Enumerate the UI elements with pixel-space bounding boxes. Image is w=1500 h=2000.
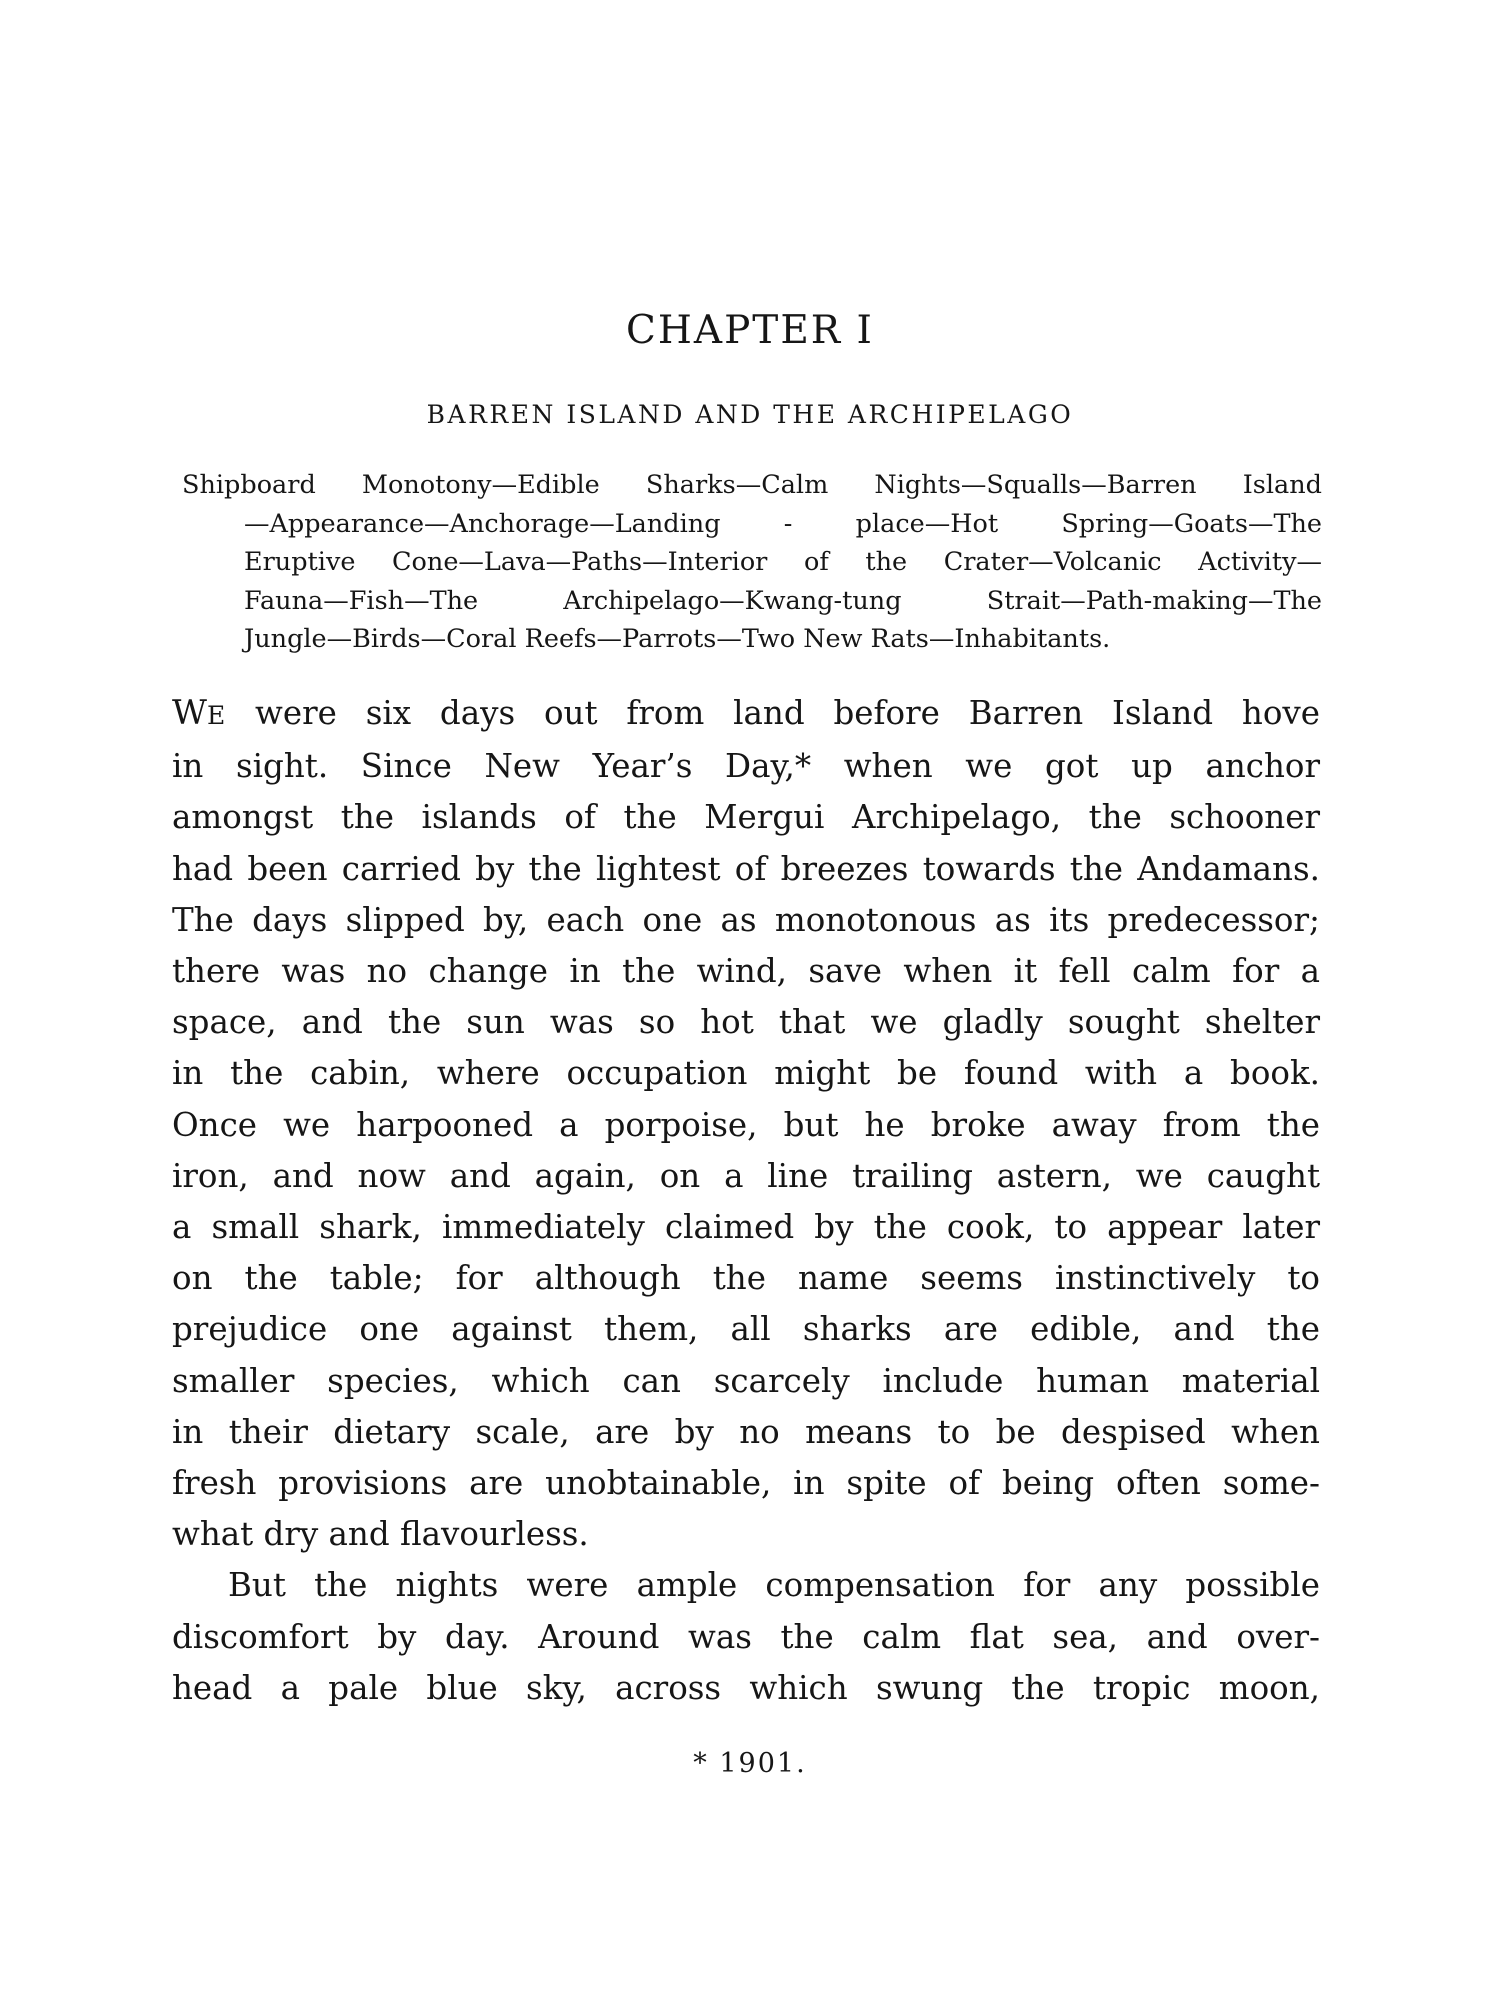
- initial-letter: W: [172, 693, 207, 733]
- paragraph: [172, 1560, 1320, 1714]
- text-line: in sight. Since New Year’s Day,* when we got up anchor: [172, 747, 1320, 786]
- synopsis-line: Jungle—Birds—Coral Reefs—Parrots—Two New Rats—Inhabitants.: [244, 624, 1111, 654]
- text-line: Once we harpooned a porpoise, but he broke away from the: [172, 1105, 1320, 1144]
- footnote: * 1901.: [693, 1748, 807, 1779]
- synopsis-line: Eruptive Cone—Lava—Paths—Interior of the Crater—Volcanic Activity—: [244, 547, 1322, 577]
- text-line: what dry and flavourless.: [172, 1515, 589, 1554]
- text-line: in their dietary scale, are by no means to be despised when: [172, 1412, 1320, 1451]
- synopsis-line: —Appearance—Anchorage—Landing - place—Hot Spring—Goats—The: [244, 508, 1322, 539]
- text-line: iron, and now and again, on a line trailing astern, we caught: [172, 1156, 1320, 1195]
- text-line: But the nights were ample compensation for any possible: [228, 1566, 1320, 1605]
- chapter-synopsis: [182, 466, 1322, 659]
- initial-smallcap: E: [206, 701, 227, 730]
- text-line: had been carried by the lightest of breezes towards the Andamans.: [172, 849, 1320, 888]
- chapter-number: CHAPTER I: [626, 308, 874, 353]
- text-line: prejudice one against them, all sharks are edible, and the: [172, 1310, 1320, 1349]
- chapter-title: BARREN ISLAND AND THE ARCHIPELAGO: [426, 400, 1074, 429]
- text-line: a small shark, immediately claimed by the cook, to appear later: [172, 1208, 1320, 1247]
- text-line: there was no change in the wind, save when it fell calm for a: [172, 952, 1320, 991]
- text-line: The days slipped by, each one as monotonous as its predecessor;: [172, 900, 1320, 939]
- text-line: on the table; for although the name seems instinctively to: [172, 1259, 1320, 1298]
- text-line: amongst the islands of the Mergui Archipelago, the schooner: [172, 798, 1320, 837]
- text-line: [172, 688, 1320, 741]
- text-line: smaller species, which can scarcely include human material: [172, 1361, 1320, 1400]
- paragraph: [172, 688, 1320, 1560]
- text-line: fresh provisions are unobtainable, in spite of being often some-: [172, 1464, 1320, 1503]
- text-line: in the cabin, where occupation might be found with a book.: [172, 1054, 1320, 1093]
- body-text: [172, 688, 1320, 1714]
- first-line-text: were six days out from land before Barren Island hove: [226, 694, 1320, 732]
- text-line: discomfort by day. Around was the calm flat sea, and over-: [172, 1617, 1320, 1656]
- text-line: space, and the sun was so hot that we gladly sought shelter: [172, 1003, 1320, 1042]
- synopsis-line: Fauna—Fish—The Archipelago—Kwang-tung Strait—Path-making—The: [244, 585, 1322, 616]
- synopsis-line: Shipboard Monotony—Edible Sharks—Calm Nights—Squalls—Barren Island: [182, 470, 1322, 500]
- text-line: head a pale blue sky, across which swung the tropic moon,: [172, 1668, 1320, 1707]
